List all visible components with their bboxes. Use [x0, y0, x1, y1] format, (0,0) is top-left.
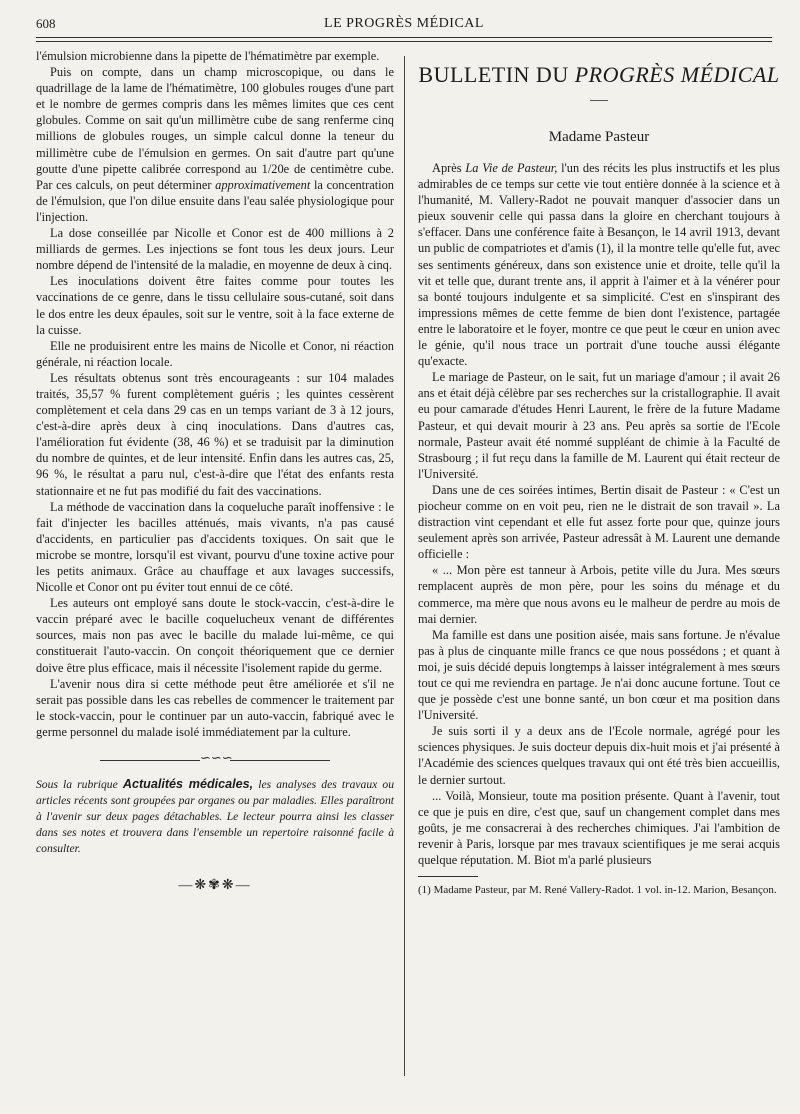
paragraph: L'avenir nous dira si cette méthode peut être améliorée et s'il ne serait pas possible dans les cas rebelles de commencer le traitement par le stock-vaccin, pour le continuer par un auto-vaccin, fabriqué avec le germe personnel du malade isolé immédiatement par la culture.: [36, 676, 394, 739]
paragraph: Après La Vie de Pasteur, l'un des récits les plus instructifs et les plus admirables de ce temps sur cette vie tout entière donnée à la science et à l'humanité, M. Vallery-Radot ne pouvait manquer d'associer dans un pieux souvenir celle qui passa dans la gloire en cherchant toujours à s'effacer. Dans une conférence faite à Besançon, le 14 avril 1913, devant un public de compatriotes et d'amis (1), il la montre telle qu'elle fut, avec ses sentiments généreux, dans son existence unie et droite, telle qu'il la vit et telle que, durant trente ans, il apprit à l'aimer et à la vénérer pour sa bonté toujours indulgente et sa simplicité. C'est en s'inspirant des impressions mêmes de cette femme de bien dont l'existence, partagée entre le laboratoire et le foyer, montre ce que peut le cœur en union avec le génie, qu'il nous trace un portrait d'une touche aussi élégante qu'exacte.: [418, 161, 780, 369]
paragraph: Dans une de ces soirées intimes, Bertin disait de Pasteur : « C'est un piocheur comme on en voit peu, rien ne le distrait de son travail ». La distraction vint cependant et elle fut assez forte pour que, quinze jours seulement après son arrivée, Pasteur adressât à M. Laurent une demande officielle :: [418, 482, 780, 562]
right-column: [418, 48, 780, 897]
paragraph: l'émulsion microbienne dans la pipette de l'hématimètre par exemple.: [36, 49, 380, 63]
footnote-rule: [418, 876, 478, 877]
left-column: [36, 48, 394, 894]
paragraph: Les auteurs ont employé sans doute le stock-vaccin, c'est-à-dire le vaccin préparé avec le bacille coquelucheux venant de différentes sources, mais non pas avec le bacille du malade lui-même, ce qui constituerait l'auto-vaccin. On conçoit théoriquement que ce dernier doive être plus efficace, mais il nécessite l'isolement rapide du germe.: [36, 596, 394, 675]
paragraph: « ... Mon père est tanneur à Arbois, petite ville du Jura. Mes sœurs remplacent auprès de mon père, pour les soins du ménage et du commerce, ma mère que nous avons eu le malheur de perdre au mois de mai dernier.: [418, 563, 780, 626]
paragraph: La dose conseillée par Nicolle et Conor est de 400 millions à 2 milliards de germes. Les injections se font tous les deux jours. Leur nombre dépend de l'intensité de la maladie, en moyenne de deux à cinq.: [36, 226, 394, 273]
paragraph: Les résultats obtenus sont très encourageants : sur 104 malades traités, 35,57 % furent complètement guéris ; les quintes cessèrent complètement et cela dans 29 cas en un temps variant de 3 à 12 jours, c'est-à-dire après deux à cinq inoculations. Dans d'autres cas, l'amélioration fut évidente (38, 46 %) et se traduisit par la diminution du nombre de quintes, et de leur intensité. Enfin dans les autres cas, 25, 96 %, le résultat a paru nul, c'est-à-dire que l'état des enfants resta stationnaire et ne fut pas modifié du fait des vaccinations.: [36, 370, 394, 498]
article-title: Madame Pasteur: [548, 129, 650, 145]
section-ornament: ∽∽∽: [100, 754, 330, 766]
paragraph: Elle ne produisirent entre les mains de Nicolle et Conor, ni réaction générale, ni réaction locale.: [36, 338, 394, 369]
fleuron-ornament: —❋✾❋—: [178, 878, 252, 894]
journal-title: LE PROGRÈS MÉDICAL: [324, 16, 484, 31]
footnote: (1) Madame Pasteur, par M. René Vallery-Radot. 1 vol. in-12. Marion, Besançon.: [418, 884, 777, 897]
paragraph: Ma famille est dans une position aisée, mais sans fortune. Je n'évalue pas à plus de cinquante mille francs ce que nous possédons ; et quant à moi, je suis décidé depuis longtemps à laisser intégralement à mes sœurs tout ce qui me reviendra en partage. Je n'ai donc aucune fortune. Tout ce que je possède c'est une bonne santé, un bon cœur et ma position dans l'Université.: [418, 627, 780, 723]
running-header: [36, 16, 772, 36]
paragraph: Les inoculations doivent être faites comme pour toutes les vaccinations de ce genre, dans le tissu cellulaire sous-cutané, soit dans le dos entre les deux épaules, soit sur le ventre, soit à la face externe de la cuisse.: [36, 274, 394, 337]
editorial-notice: Sous la rubrique Actualités médicales, les analyses des travaux ou articles récents sont groupées par organes ou par maladies. Elles paraîtront à l'avenir sur deux pages détachables. Le lecteur pourra ainsi les classer dans ses notes et trouvera dans l'ensemble un repertoire raisonné facile à consulter.: [36, 777, 394, 856]
header-rule: [36, 37, 772, 42]
paragraph: Le mariage de Pasteur, on le sait, fut un mariage d'amour ; il avait 26 ans et était déjà célèbre par ses recherches sur la cristallographie. Il avait eu pour camarade d'études Henri Laurent, le frère de la future Madame Pasteur, et qui devait mourir à 23 ans. Peu après sa sortie de l'Ecole normale, Pasteur avait été nommé suppléant de chimie à la Faculté de Strasbourg ; il fut reçu dans la famille de M. Laurent qui était recteur de l'Université.: [418, 370, 780, 481]
paragraph: Puis on compte, dans un champ microscopique, ou dans le quadrillage de la lame de l'hématimètre, 100 globules rouges d'une part et le nombre de germes compris dans les mêmes limites que ces cent globules. Comme on sait qu'un millimètre cube de sang renferme cinq millions de globules rouges, un simple calcul donne la teneur du millimètre cube de l'émulsion en germes. On sait d'autre part qu'une goutte d'une pipette calibrée correspond au 1/20e de centimètre cube. Par ces calculs, on peut déterminer approximativement la concentration de l'émulsion, que l'on dilue ensuite dans l'eau salée physiologique pour l'injection.: [36, 65, 394, 224]
title-rule: [590, 100, 608, 101]
page-number: 608: [36, 16, 56, 31]
paragraph: La méthode de vaccination dans la coqueluche paraît inoffensive : le fait d'injecter les bacilles atténués, mais vivants, n'a pas causé d'accidents, en particulier pas d'accidents toxiques. On sait que le microbe se montre, lorsqu'il est vivant, pourvu d'une toxine active pour les petits animaux. Grâce au chauffage et aux lavages successifs, Nicolle et Conor ont pu éviter tout ennui de ce côté.: [36, 499, 394, 595]
paragraph: ... Voilà, Monsieur, toute ma position présente. Quant à l'avenir, tout ce que je puis en dire, c'est que, sauf un changement complet dans mes goûts, je me consacrerai à des recherches chimiques. J'ai l'ambition de revenir à Paris, lorsque par mes travaux scientifiques je me serai acquis quelque réputation. M. Biot m'a parlé plusieurs: [418, 788, 780, 868]
paragraph: Je suis sorti il y a deux ans de l'Ecole normale, agrégé pour les sciences physiques. Je suis docteur depuis dix-huit mois et j'ai présenté à l'Académie des sciences quelques travaux qui ont été très bien accueillis, le dernier surtout.: [418, 724, 780, 787]
bulletin-heading: BULLETIN DU PROGRÈS MÉDICAL: [418, 62, 780, 87]
column-divider: [404, 56, 405, 1076]
